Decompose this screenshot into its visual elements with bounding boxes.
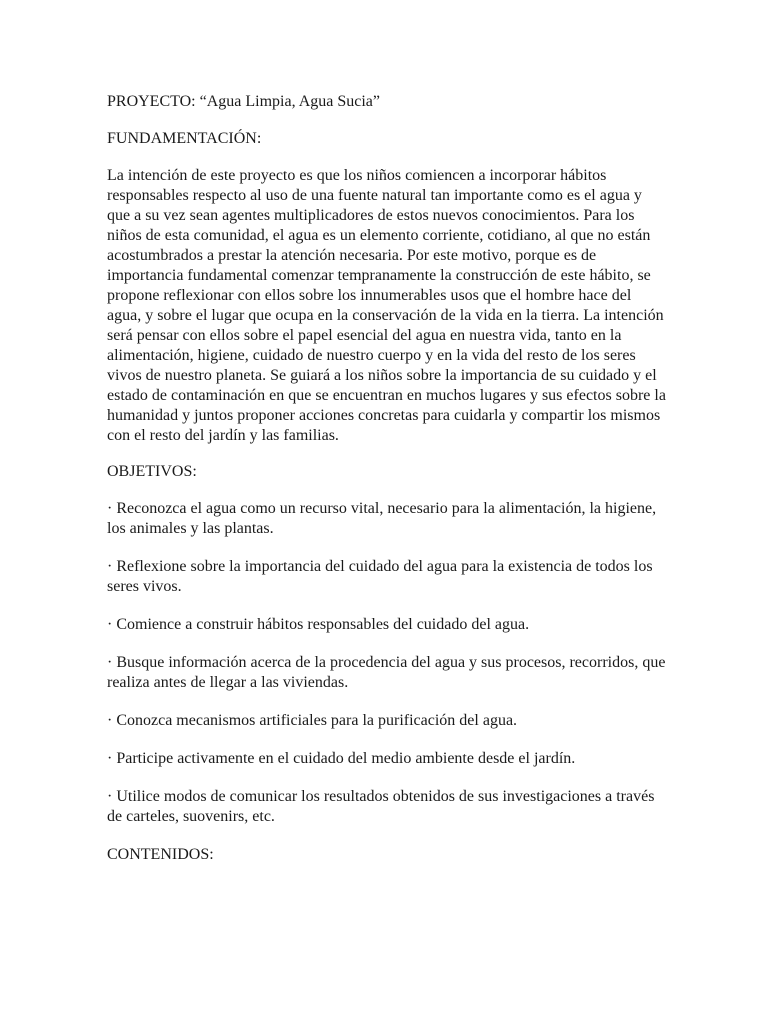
objective-item: · Comience a construir hábitos responsables del cuidado del agua. [107,616,530,633]
fundamentacion-heading: FUNDAMENTACIÓN: [107,130,262,147]
objective-item: · Reflexione sobre la importancia del cuidado del agua para la existencia de todos los seres vivos. [107,558,653,595]
objective-item: · Reconozca el agua como un recurso vital, necesario para la alimentación, la higiene, los animales y las plantas. [107,500,657,537]
objective-item: · Conozca mecanismos artificiales para la purificación del agua. [107,712,518,729]
document-content [107,92,667,883]
fundamentacion-paragraph: La intención de este proyecto es que los niños comiencen a incorporar hábitos responsables respecto al uso de una fuente natural tan importante como es el agua y que a su vez sean agentes multiplicadores de estos nuevos conocimientos. Para los niños de esta comunidad, el agua es un elemento corriente, cotidiano, al que no están acostumbrados a prestar la atención necesaria. Por este motivo, porque es de importancia fundamental comenzar tempranamente la construcción de este hábito, se propone reflexionar con ellos sobre los innumerables usos que el hombre hace del agua, y sobre el lugar que ocupa en la conservación de la vida en la tierra. La intención será pensar con ellos sobre el papel esencial del agua en nuestra vida, tanto en la alimentación, higiene, cuidado de nuestro cuerpo y en la vida del resto de los seres vivos de nuestro planeta. Se guiará a los niños sobre la importancia de su cuidado y el estado de contaminación en que se encuentran en muchos lugares y sus efectos sobre la humanidad y juntos proponer acciones concretas para cuidarla y compartir los mismos con el resto del jardín y las familias. [107,167,666,444]
project-title: PROYECTO: “Agua Limpia, Agua Sucia” [107,93,380,110]
objective-item: · Participe activamente en el cuidado del medio ambiente desde el jardín. [107,750,576,767]
objective-item: · Utilice modos de comunicar los resultados obtenidos de sus investigaciones a través de carteles, suovenirs, etc. [107,788,655,825]
objective-item: · Busque información acerca de la procedencia del agua y sus procesos, recorridos, que realiza antes de llegar a las viviendas. [107,654,666,691]
objetivos-heading: OBJETIVOS: [107,463,197,480]
contenidos-heading: CONTENIDOS: [107,846,214,863]
